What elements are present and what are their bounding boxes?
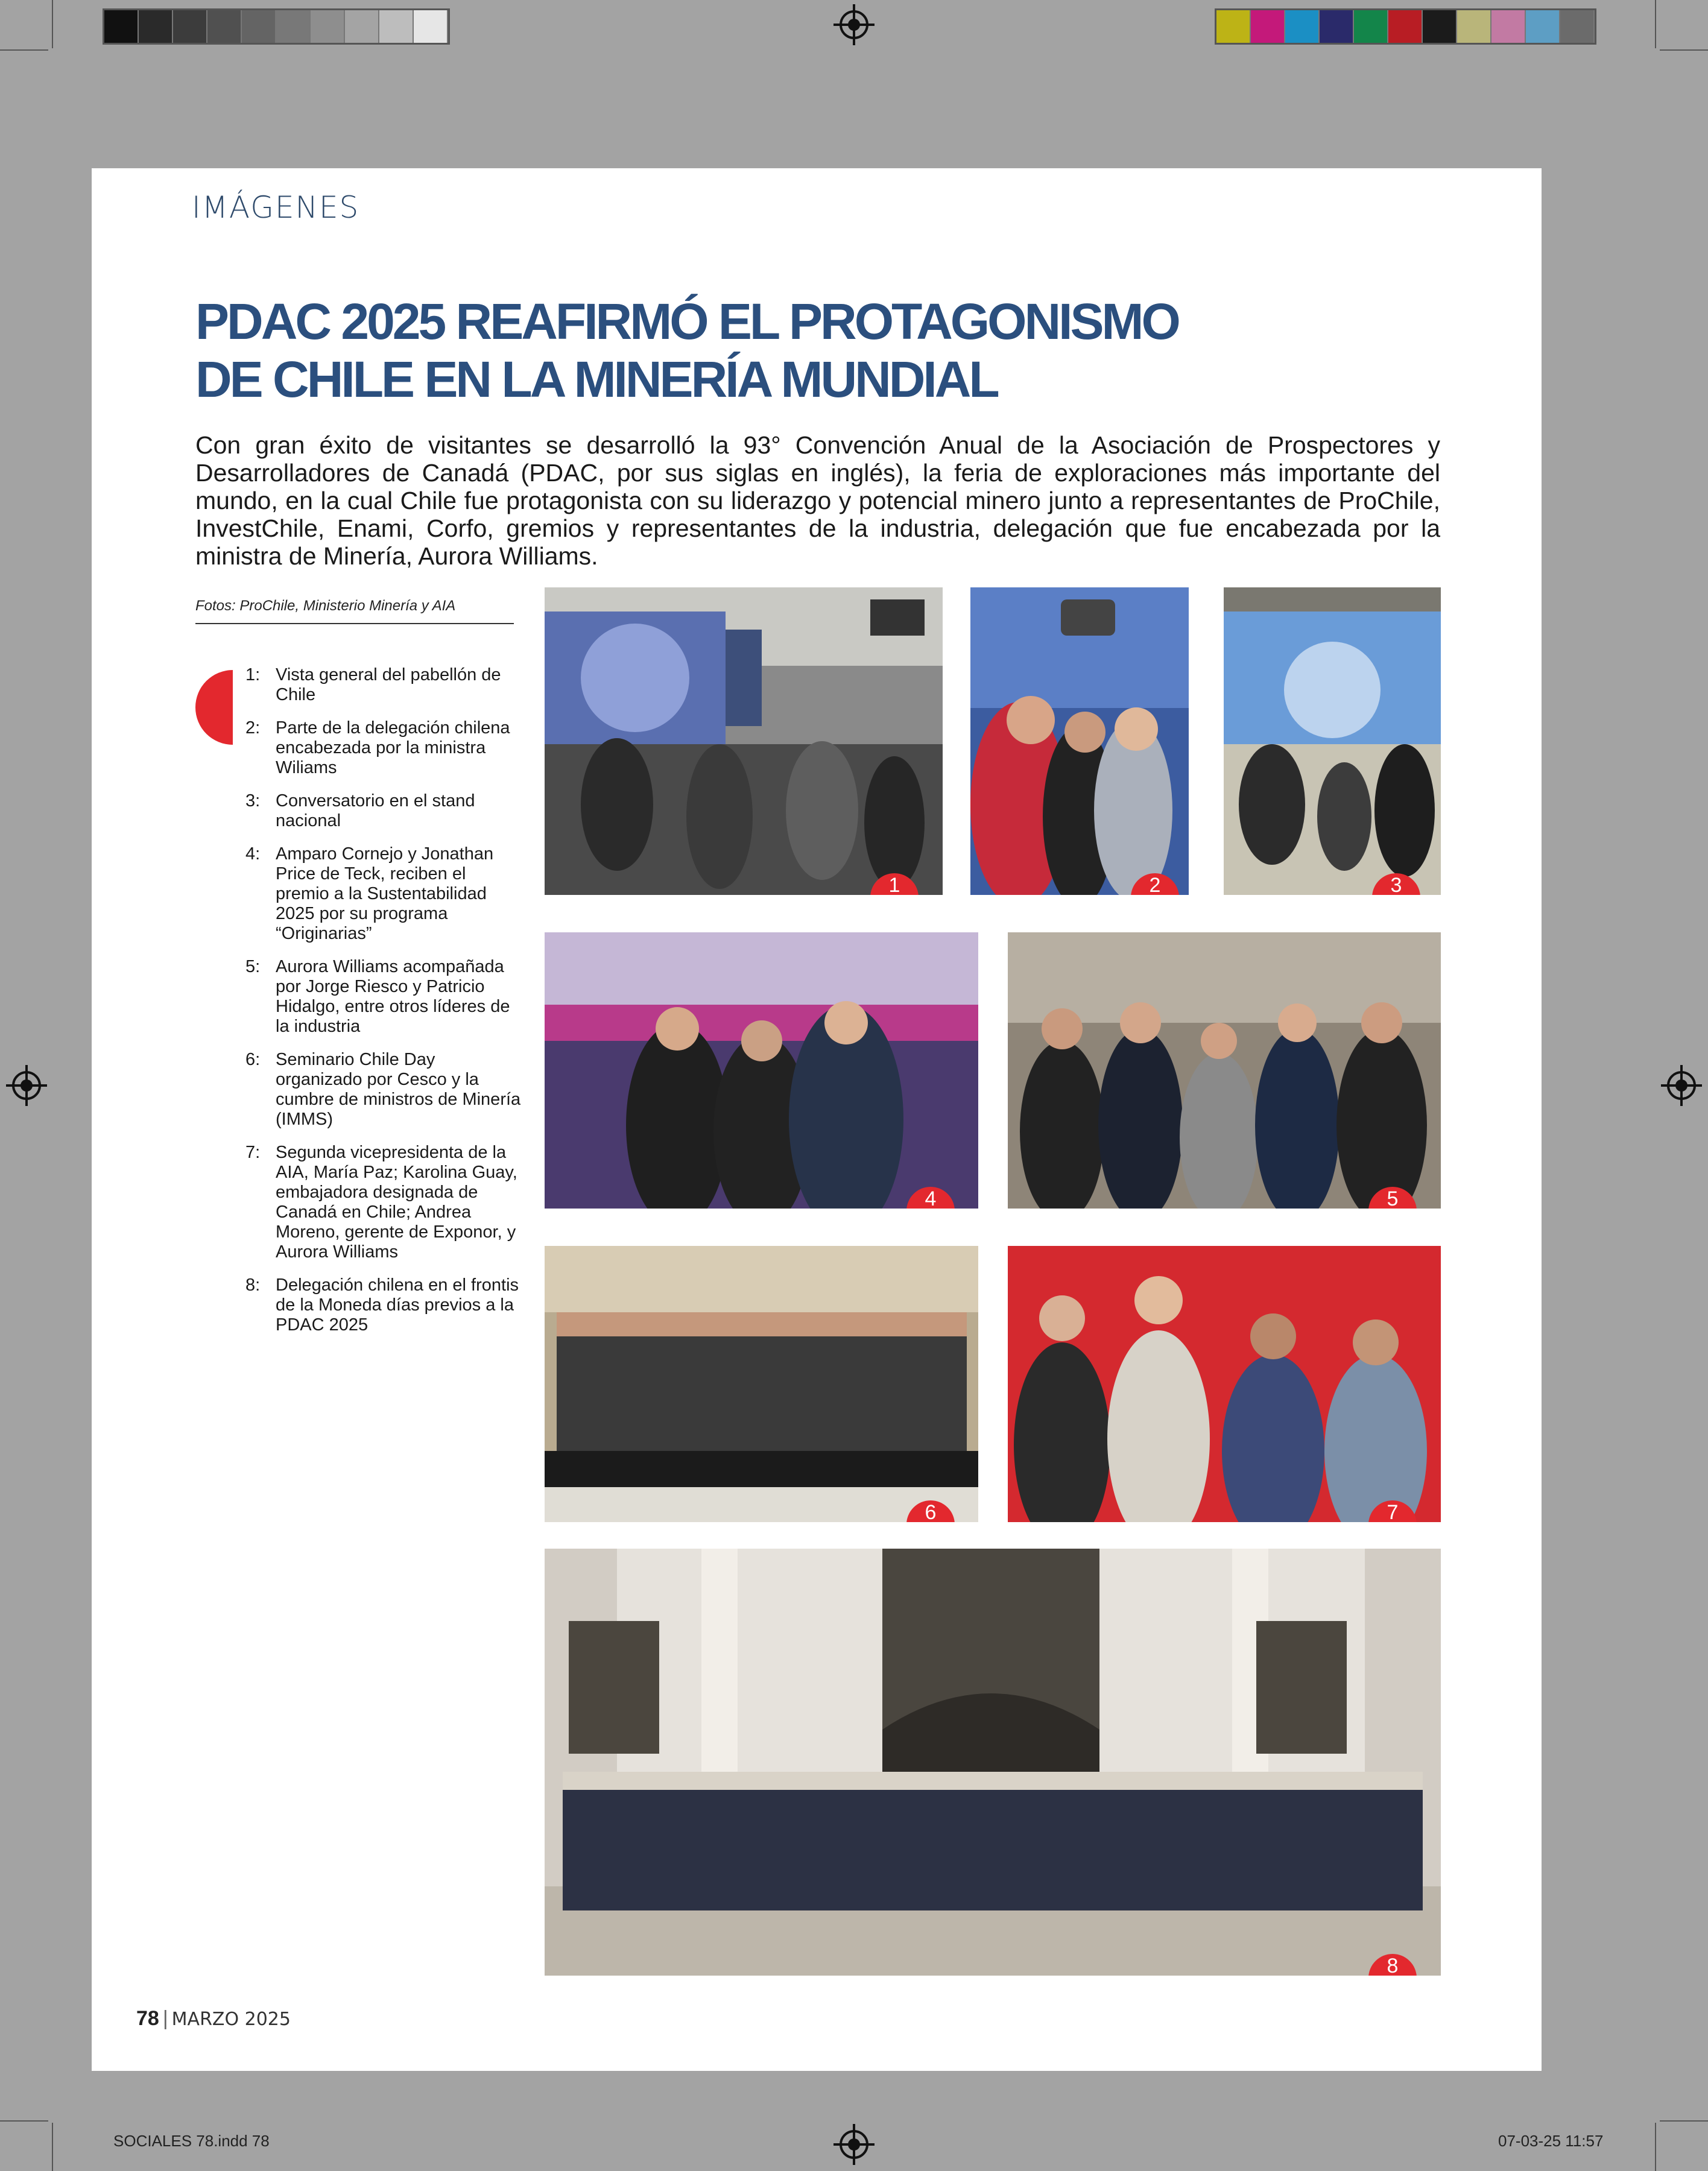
color-swatch (104, 10, 139, 43)
registration-mark-icon (840, 2130, 868, 2159)
color-swatch (345, 10, 379, 43)
crop-mark (52, 0, 53, 48)
color-swatch (1560, 10, 1595, 43)
caption-text: Parte de la delegación chilena encabezada por la ministra Wiliams (276, 718, 510, 777)
color-swatch (139, 10, 173, 43)
caption-item (245, 791, 523, 831)
photo-industry-leaders (1008, 932, 1441, 1209)
folio-separator: | (162, 2007, 168, 2030)
caption-text: Conversatorio en el stand nacional (276, 791, 475, 830)
crop-mark (1660, 49, 1708, 51)
photo-chile-day-seminar (545, 1246, 978, 1522)
headline-line-2: DE CHILE EN LA MINERÍA MUNDIAL (195, 351, 998, 408)
photo-aia-representatives (1008, 1246, 1441, 1522)
photo-number-badge: 2 (1131, 873, 1179, 895)
magazine-page (92, 168, 1542, 2071)
caption-number: 7: (245, 1143, 261, 1162)
registration-mark-icon (1667, 1071, 1696, 1100)
crop-mark (0, 2120, 48, 2122)
photo-sustainability-award (545, 932, 978, 1209)
caption-number: 5: (245, 957, 261, 976)
crop-mark (52, 2123, 53, 2171)
photo-number-badge: 4 (906, 1187, 955, 1209)
registration-mark-icon (12, 1071, 41, 1100)
caption-list (245, 665, 523, 1348)
caption-item (245, 1143, 523, 1262)
grayscale-color-bar (103, 8, 450, 45)
caption-item (245, 718, 523, 778)
color-swatch (173, 10, 207, 43)
color-swatch (1320, 10, 1354, 43)
color-swatch (1388, 10, 1423, 43)
section-label: IMÁGENES (192, 190, 360, 225)
caption-text: Vista general del pabellón de Chile (276, 665, 501, 704)
photo-number-badge: 3 (1372, 873, 1420, 895)
caption-text: Segunda vicepresidenta de la AIA, María Paz; Karolina Guay, embajadora designada de Canadá en Chile; Andrea Moreno, gerente de Exponor, y Aurora Williams (276, 1143, 517, 1262)
caption-item (245, 1050, 523, 1130)
caption-number: 8: (245, 1275, 261, 1295)
crop-mark (0, 49, 48, 51)
caption-text: Delegación chilena en el frontis de la Moneda días previos a la PDAC 2025 (276, 1275, 519, 1335)
page-folio (136, 2007, 291, 2030)
photo-number-badge: 8 (1368, 1954, 1417, 1976)
caption-text: Seminario Chile Day organizado por Cesco y la cumbre de ministros de Minería (IMMS) (276, 1050, 521, 1129)
color-swatch (414, 10, 448, 43)
caption-number: 2: (245, 718, 261, 738)
photo-credit: Fotos: ProChile, Ministerio Minería y AIA (195, 598, 514, 624)
photo-number-badge: 1 (870, 873, 919, 895)
caption-item (245, 1275, 523, 1335)
registration-mark-icon (840, 10, 868, 39)
crop-mark (1660, 2120, 1708, 2122)
caption-text: Aurora Williams acompañada por Jorge Riesco y Patricio Hidalgo, entre otros líderes de la industria (276, 957, 510, 1036)
headline (195, 292, 1341, 408)
color-swatch (1423, 10, 1457, 43)
slug-file-name: SOCIALES 78.indd 78 (113, 2132, 270, 2150)
color-swatch (242, 10, 276, 43)
headline-line-1: PDAC 2025 REAFIRMÓ EL PROTAGONISMO (195, 293, 1178, 350)
photo-pavilion-overview (545, 587, 943, 895)
color-swatch (1354, 10, 1388, 43)
color-swatch (1526, 10, 1560, 43)
color-swatch (1216, 10, 1251, 43)
intro-paragraph: Con gran éxito de visitantes se desarrolló la 93° Convención Anual de la Asociación de Prospectores y Desarrolladores de Canadá (PDAC, por sus siglas en inglés), la feria de exploraciones más importante del mundo, en la cual Chile fue protagonista con su liderazgo y potencial minero junto a representantes de ProChile, InvestChile, Enami, Corfo, gremios y representantes de la industria, delegación que fue encabezada por la ministra de Minería, Aurora Williams. (195, 431, 1440, 570)
color-swatch (379, 10, 414, 43)
color-swatch (276, 10, 311, 43)
color-swatch (1491, 10, 1526, 43)
slug-date: 07-03-25 11:57 (1498, 2132, 1604, 2150)
caption-text: Amparo Cornejo y Jonathan Price de Teck, reciben el premio a la Sustentabilidad 2025 por su programa “Originarias” (276, 844, 494, 943)
accent-half-circle (195, 670, 233, 745)
caption-item (245, 844, 523, 944)
page-number: 78 (136, 2007, 159, 2030)
caption-number: 1: (245, 665, 261, 684)
photo-stand-conversation (1224, 587, 1441, 895)
caption-item (245, 957, 523, 1037)
photo-delegation-selfie (970, 587, 1189, 895)
crop-mark (1655, 2123, 1656, 2171)
color-swatch (311, 10, 345, 43)
issue-date: MARZO 2025 (171, 2009, 291, 2030)
photo-number-badge: 6 (906, 1500, 955, 1522)
caption-number: 4: (245, 844, 261, 864)
process-color-bar (1215, 8, 1596, 45)
photo-number-badge: 7 (1368, 1500, 1417, 1522)
color-swatch (1251, 10, 1285, 43)
photo-la-moneda-delegation (545, 1549, 1441, 1976)
caption-number: 6: (245, 1050, 261, 1069)
photo-number-badge: 5 (1368, 1187, 1417, 1209)
crop-mark (1655, 0, 1656, 48)
color-swatch (1457, 10, 1491, 43)
color-swatch (207, 10, 242, 43)
caption-item (245, 665, 523, 705)
caption-number: 3: (245, 791, 261, 811)
color-swatch (1285, 10, 1320, 43)
